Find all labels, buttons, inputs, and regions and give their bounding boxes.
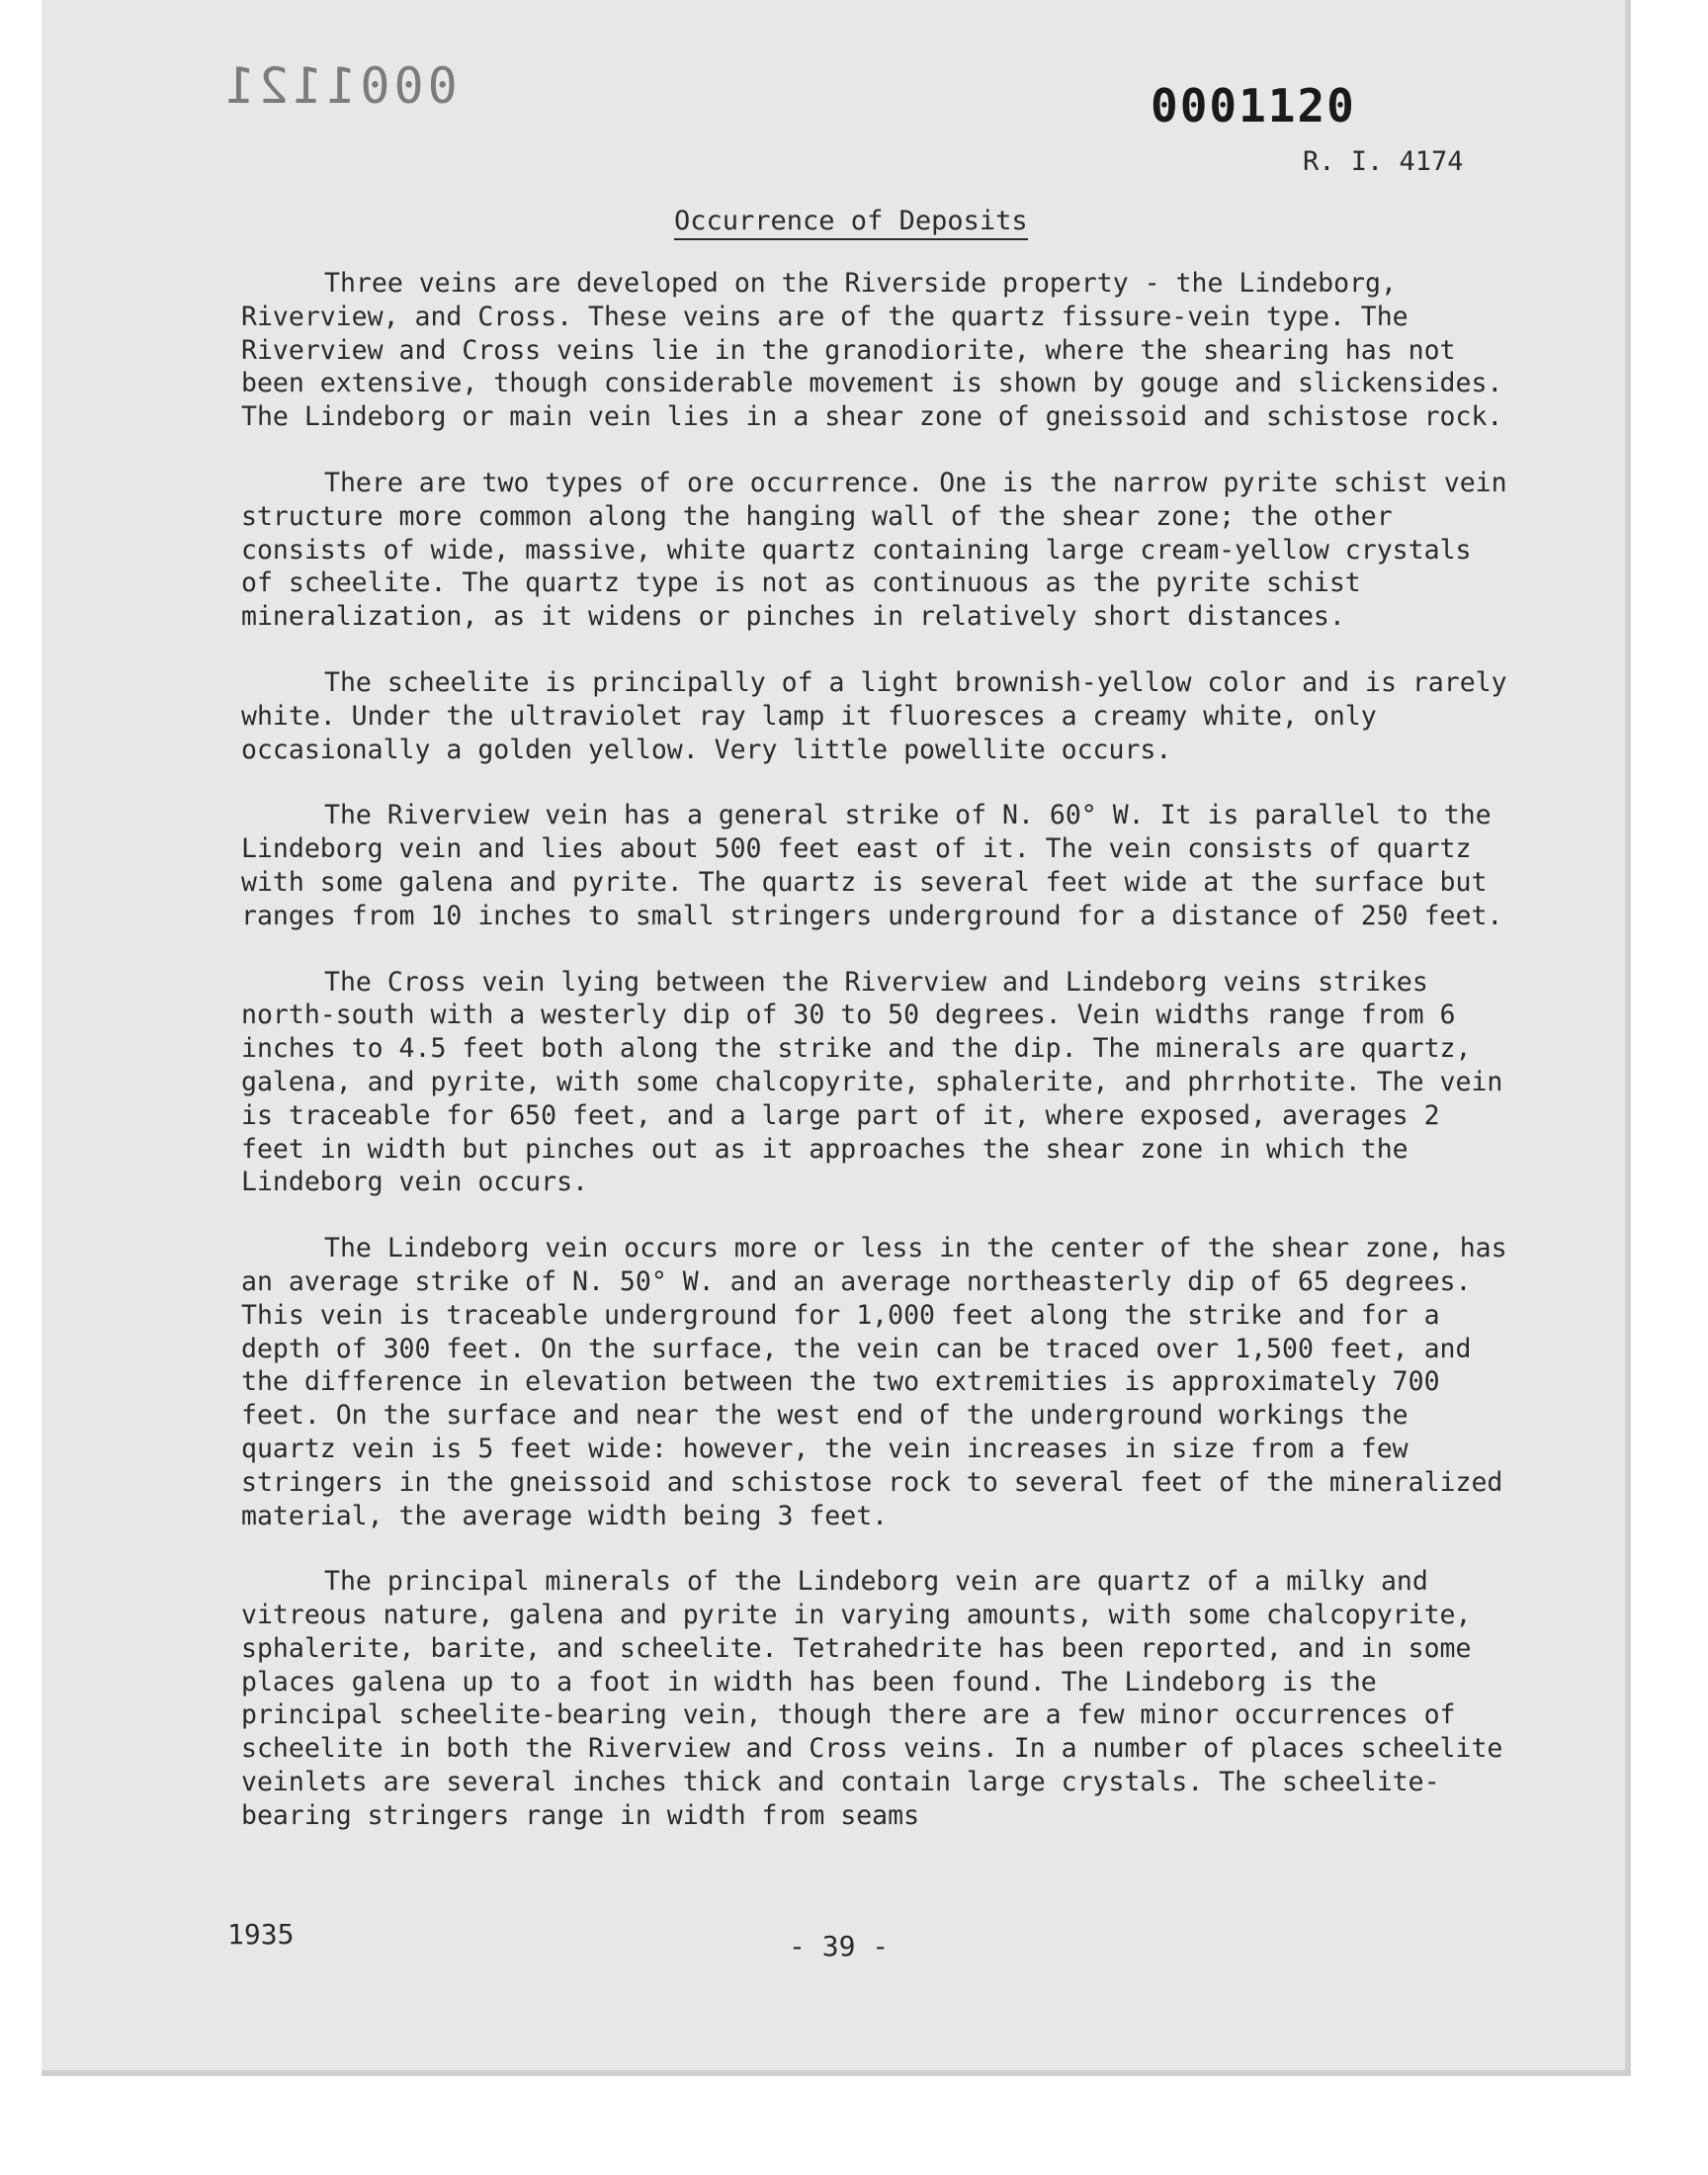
footer-year: 1935 xyxy=(227,1918,295,1951)
paragraph-7: The principal minerals of the Lindeborg vein are quartz of a milky and vitreous nature, galena and pyrite in varying amounts, with some chalcopyrite, sphalerite, barite, and scheelite. Tetrahedrite has been reported, and in some places galena up to a foot in width has been found. The Lindeborg is the principal scheelite-bearing vein, though there are a few minor occurrences of scheelite in both the Riverview and Cross veins. In a number of places scheelite veinlets are several inches thick and contain large crystals. The scheelite-bearing stringers range in width from seams xyxy=(241,1566,1503,1831)
page-number: - 39 - xyxy=(789,1930,890,1962)
paragraph-1: Three veins are developed on the Riverside property - the Lindeborg, Riverview, and Cross. These veins are of the quartz fissure-vein type. The Riverview and Cross veins lie in the granodiorite, where the shearing has not been extensive, though considerable movement is shown by gouge and slickensides. The Lindeborg or main vein lies in a shear zone of gneissoid and schistose rock. xyxy=(241,268,1503,433)
stamp-number: 0001120 xyxy=(1151,79,1356,132)
report-id: R. I. 4174 xyxy=(1303,146,1464,177)
paragraph-3: The scheelite is principally of a light brownish-yellow color and is rarely white. Under the ultraviolet ray lamp it fluoresces a creamy white, only occasionally a golden yellow. Very little powellite occurs. xyxy=(241,666,1507,765)
body-text xyxy=(241,267,1516,1866)
paragraph-4: The Riverview vein has a general strike of N. 60° W. It is parallel to the Lindeborg vein and lies about 500 feet east of it. The vein consists of quartz with some galena and pyrite. The quartz is several feet wide at the surface but ranges from 10 inches to small stringers underground for a distance of 250 feet. xyxy=(241,800,1503,931)
paragraph-5: The Cross vein lying between the Riverview and Lindeborg veins strikes north-south with a westerly dip of 30 to 50 degrees. Vein widths range from 6 inches to 4.5 feet both along the strike and the dip. The minerals are quartz, galena, and pyrite, with some chalcopyrite, sphalerite, and phrrhotite. The vein is traceable for 650 feet, and a large part of it, where exposed, averages 2 feet in width but pinches out as it approaches the shear zone in which the Lindeborg vein occurs. xyxy=(241,966,1503,1198)
page-margin xyxy=(0,2082,1708,2175)
mirrored-stamp: 0001121 xyxy=(221,57,458,115)
paragraph-6: The Lindeborg vein occurs more or less in the center of the shear zone, has an average strike of N. 50° W. and an average northeasterly dip of 65 degrees. This vein is traceable underground for 1,000 feet along the strike and for a depth of 300 feet. On the surface, the vein can be traced over 1,500 feet, and the difference in elevation between the two extremities is approximately 700 feet. On the surface and near the west end of the underground workings the quartz vein is 5 feet wide: however, the vein increases in size from a few stringers in the gneissoid and schistose rock to several feet of the mineralized material, the average width being 3 feet. xyxy=(241,1233,1507,1531)
paragraph-2: There are two types of ore occurrence. One is the narrow pyrite schist vein structure more common along the hanging wall of the shear zone; the other consists of wide, massive, white quartz containing large cream-yellow crystals of scheelite. The quartz type is not as continuous as the pyrite schist mineralization, as it widens or pinches in relatively short distances. xyxy=(241,467,1507,633)
section-title: Occurrence of Deposits xyxy=(674,206,1028,240)
